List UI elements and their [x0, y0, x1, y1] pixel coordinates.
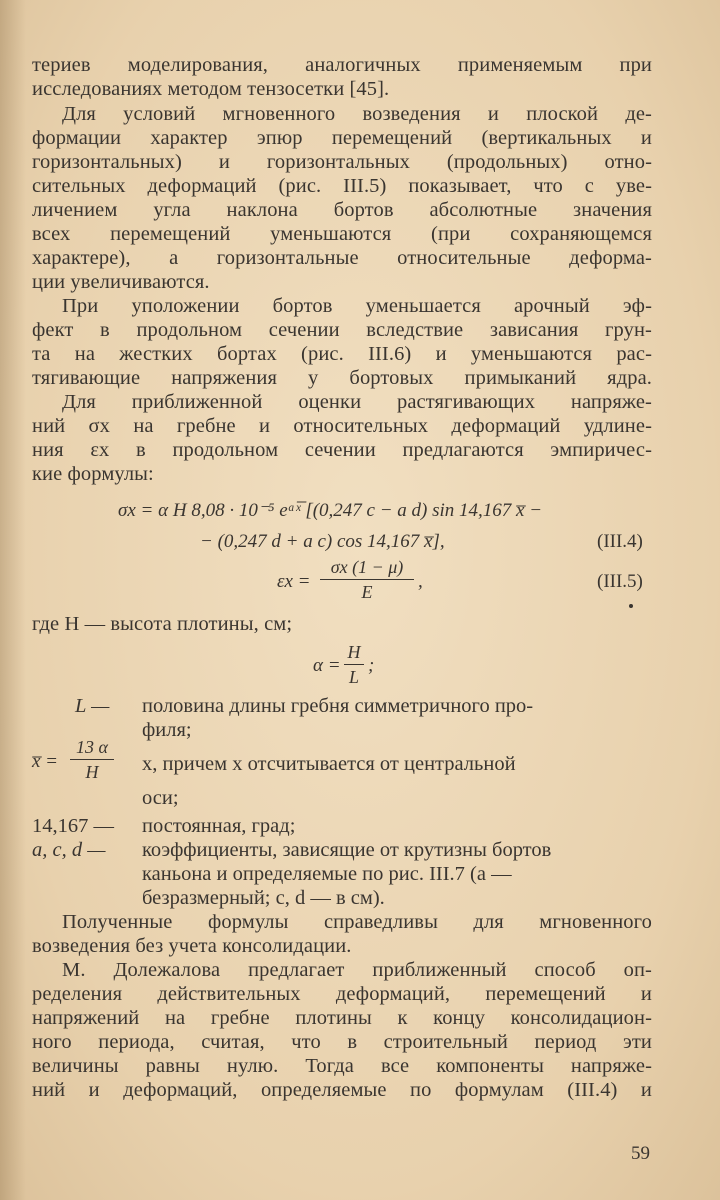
def-text: постоянная, град; [142, 815, 296, 837]
fraction-denominator: E [361, 582, 373, 602]
equation-number: (III.4) [597, 531, 643, 552]
fraction [70, 737, 114, 782]
def-text: безразмерный; c, d — в см). [142, 887, 385, 909]
formula-tail: , [418, 571, 423, 592]
text-line: териев моделирования, аналогичных применяемым при [32, 54, 652, 76]
fraction-numerator: H [347, 642, 361, 662]
text-line: возведения без учета консолидации. [32, 935, 352, 957]
text-line: формации характер эпюр перемещений (вертикальных и [32, 127, 652, 149]
fraction-numerator: σx (1 − μ) [330, 557, 404, 577]
fraction-bar [344, 664, 364, 665]
formula-lhs: εx = [277, 571, 311, 592]
text-line: ний σx на гребне и относительных деформаций удлине- [32, 415, 652, 437]
page-number: 59 [631, 1143, 650, 1164]
formula-lhs: x̅ = [32, 751, 59, 772]
text-line: исследованиях методом тензосетки [45]. [32, 78, 390, 100]
def-text: каньона и определяемые по рис. III.7 (a — [142, 863, 512, 885]
text-line: сительных деформаций (рис. III.5) показывает, что с уве- [32, 175, 652, 197]
fraction-numerator: 13 α [76, 737, 108, 757]
page-spine-shadow [0, 0, 26, 1200]
def-text: филя; [142, 719, 192, 741]
print-speck [629, 604, 633, 608]
def-text: половина длины гребня симметричного про- [142, 695, 534, 717]
text-line: ции увеличиваются. [32, 271, 210, 293]
def-text: оси; [142, 787, 179, 809]
def-symbol: a, c, d — [32, 839, 106, 861]
text-line: тягивающие напряжения у бортовых примыканий ядра. [32, 367, 652, 389]
fraction [344, 642, 364, 687]
fraction-bar [70, 759, 114, 760]
text-line: Для приближенной оценки растягивающих напряже- [62, 391, 652, 413]
text-line: всех перемещений уменьшаются (при сохраняющемся [32, 223, 652, 245]
text-line: характере), а горизонтальные относительные деформа- [32, 247, 652, 269]
fraction-denominator: H [85, 762, 99, 782]
text-line: где H — высота плотины, см; [32, 613, 293, 635]
text-line: М. Долежалова предлагает приближенный способ оп- [62, 959, 652, 981]
def-text: x, причем x отсчитывается от центральной [142, 753, 516, 775]
fraction [320, 557, 414, 602]
def-symbol: L — [75, 695, 110, 717]
text-line: личением угла наклона бортов абсолютные значения [32, 199, 652, 221]
formula-lhs: α = [313, 655, 341, 676]
fraction-bar [320, 579, 414, 580]
text-line: Полученные формулы справедливы для мгновенного [62, 911, 652, 933]
text-line: кие формулы: [32, 463, 154, 485]
def-symbol: 14,167 — [32, 815, 114, 837]
text-line: величины равны нулю. Тогда все компоненты напряже- [32, 1055, 652, 1077]
formula-line-1: σx = α H 8,08 · 10⁻⁵ eᵃˣ̅ [(0,247 c − a d) sin 14,167 x̅ − [118, 500, 543, 521]
text-line: напряжений на гребне плотины к концу консолидацион- [32, 1007, 652, 1029]
text-line: ния εx в продольном сечении предлагаются эмпиричес- [32, 439, 652, 461]
text-line: ний и деформаций, определяемые по формулам (III.4) и [32, 1079, 652, 1101]
equation-number: (III.5) [597, 571, 643, 592]
text-line: горизонтальных) и горизонтальных (продольных) отно- [32, 151, 652, 173]
text-line: та на жестких бортах (рис. III.6) и уменьшаются рас- [32, 343, 652, 365]
def-text: коэффициенты, зависящие от крутизны бортов [142, 839, 552, 861]
fraction-denominator: L [348, 667, 359, 687]
text-line: ределения действительных деформаций, перемещений и [32, 983, 652, 1005]
text-line: При уположении бортов уменьшается арочный эф- [62, 295, 652, 317]
formula-tail: ; [368, 655, 375, 676]
text-line: ного периода, считая, что в строительный период эти [32, 1031, 652, 1053]
text-line: фект в продольном сечении вследствие зависания грун- [32, 319, 652, 341]
formula-line-2: − (0,247 d + a c) cos 14,167 x̅], [200, 531, 445, 552]
text-line: Для условий мгновенного возведения и плоской де- [62, 103, 652, 125]
